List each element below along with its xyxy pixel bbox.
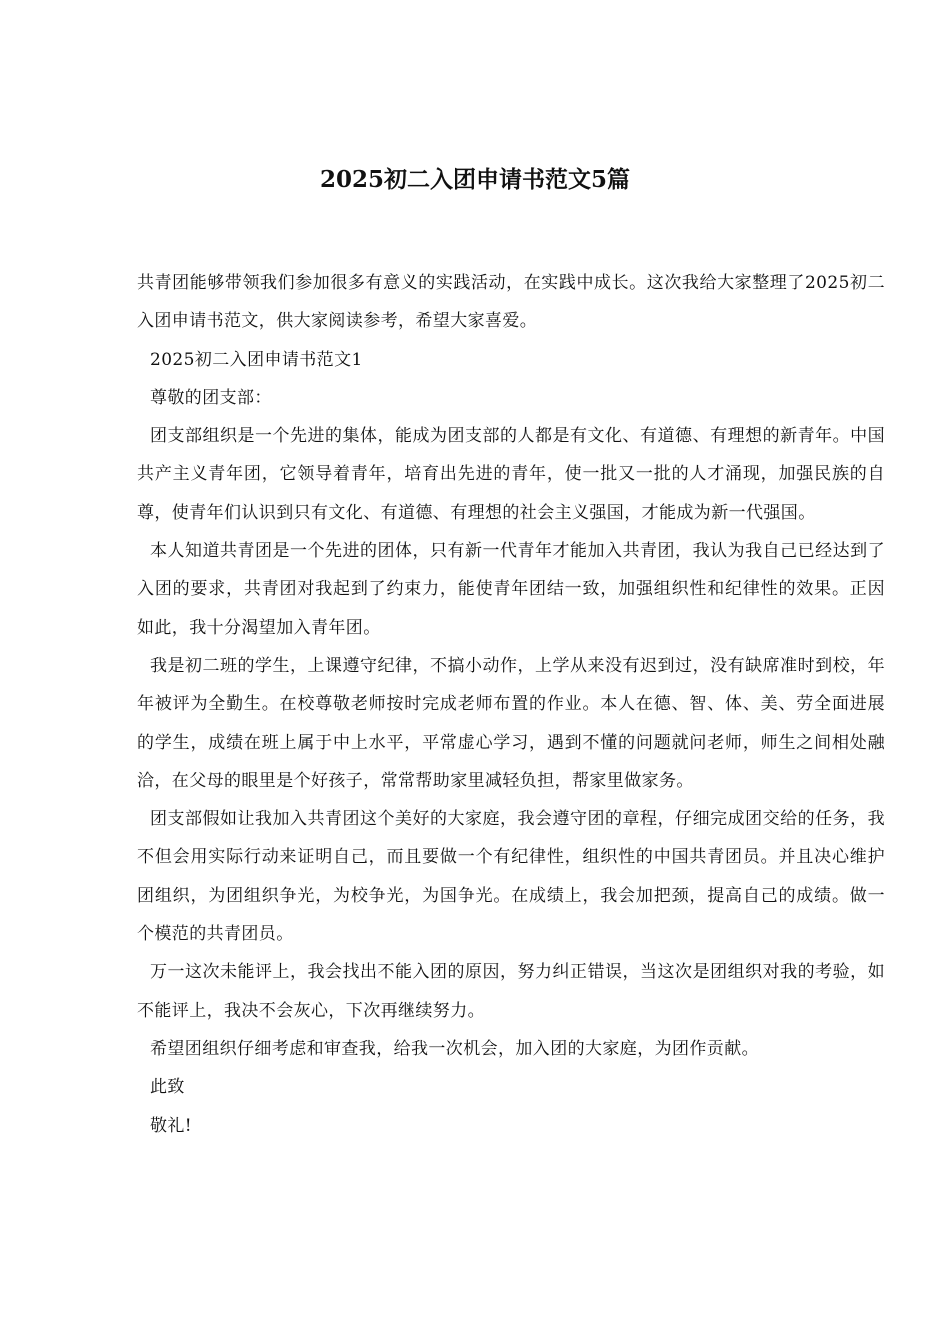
body-paragraph: 团支部假如让我加入共青团这个美好的大家庭，我会遵守团的章程，仔细完成团交给的任务，我不但会用实际行动来证明自己，而且要做一个有纪律性，组织性的中国共青团员。并且决心维护团组织，为团组织争光，为校争光，为国争光。在成绩上，我会加把颈，提高自己的成绩。做一个模范的共青团员。 xyxy=(137,809,885,945)
closing-greeting: 敬礼! xyxy=(150,1115,193,1136)
salutation: 尊敬的团支部： xyxy=(150,387,272,408)
document-body xyxy=(137,264,885,1145)
section-heading: 2025初二入团申请书范文1 xyxy=(150,349,363,370)
body-paragraph: 希望团组织仔细考虑和审查我，给我一次机会，加入团的大家庭，为团作贡献。 xyxy=(150,1038,759,1059)
body-paragraph: 团支部组织是一个先进的集体，能成为团支部的人都是有文化、有道德、有理想的新青年。中国共产主义青年团，它领导着青年，培育出先进的青年，使一批又一批的人才涌现，加强民族的自尊，使青年们认识到只有文化、有道德、有理想的社会主义强国，才能成为新一代强国。 xyxy=(137,426,885,523)
intro-paragraph: 共青团能够带领我们参加很多有意义的实践活动，在实践中成长。这次我给大家整理了2025初二入团申请书范文，供大家阅读参考，希望大家喜爱。 xyxy=(137,273,885,332)
body-paragraph: 本人知道共青团是一个先进的团体，只有新一代青年才能加入共青团，我认为我自己已经达到了入团的要求，共青团对我起到了约束力，能使青年团结一致，加强组织性和纪律性的效果。正因如此，我十分渴望加入青年团。 xyxy=(137,541,885,638)
document-title: 2025初二入团申请书范文5篇 xyxy=(319,166,631,193)
body-paragraph: 万一这次未能评上，我会找出不能入团的原因，努力纠正错误，当这次是团组织对我的考验，如不能评上，我决不会灰心，下次再继续努力。 xyxy=(137,962,885,1021)
body-paragraph: 我是初二班的学生，上课遵守纪律，不搞小动作，上学从来没有迟到过，没有缺席准时到校，年年被评为全勤生。在校尊敬老师按时完成老师布置的作业。本人在德、智、体、美、劳全面进展的学生，成绩在班上属于中上水平，平常虚心学习，遇到不懂的问题就问老师，师生之间相处融洽，在父母的眼里是个好孩子，常常帮助家里减轻负担，帮家里做家务。 xyxy=(137,655,885,791)
closing-line: 此致 xyxy=(150,1077,185,1098)
